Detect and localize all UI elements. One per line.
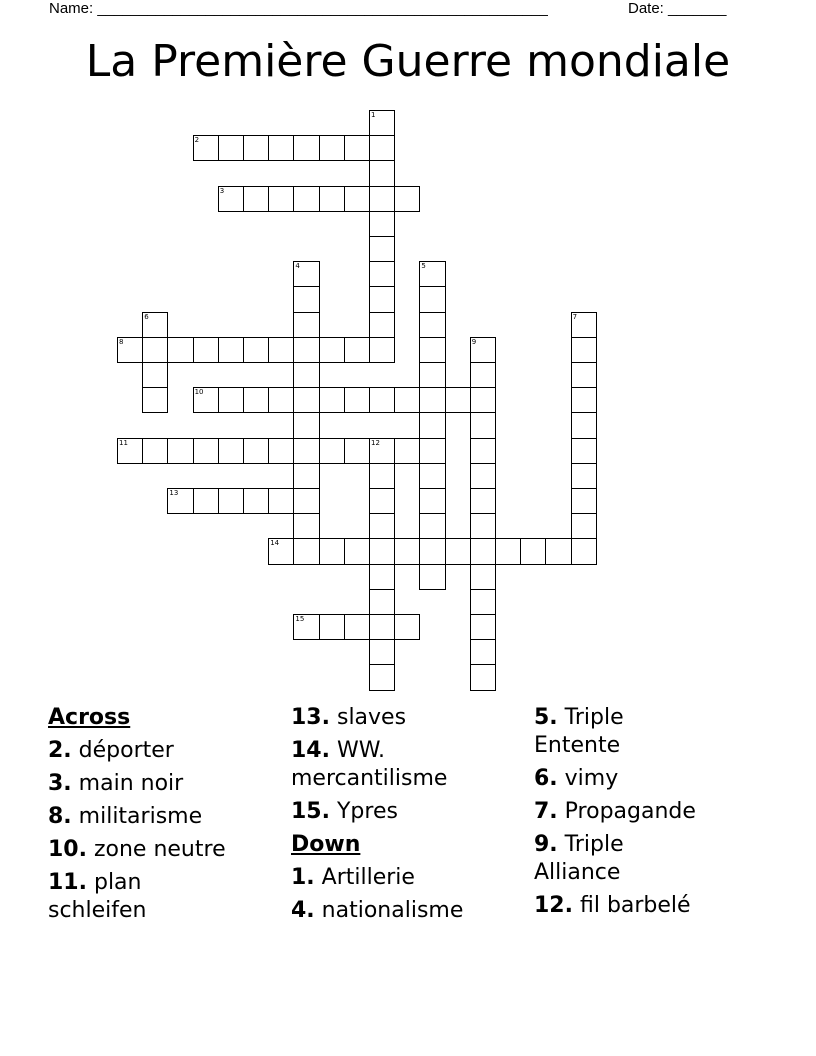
clue-column-3 xyxy=(534,704,774,925)
grid-cell[interactable] xyxy=(344,186,370,212)
grid-cell[interactable] xyxy=(293,412,319,438)
grid-cell[interactable] xyxy=(167,337,193,363)
grid-cell[interactable] xyxy=(419,438,445,464)
grid-cell[interactable] xyxy=(419,312,445,338)
clue-across-14: 14. WW. mercantilisme xyxy=(291,738,448,791)
grid-cell[interactable] xyxy=(293,463,319,489)
grid-cell[interactable] xyxy=(293,513,319,539)
date-field: Date: _______ xyxy=(628,0,727,17)
clue-number-label: 2 xyxy=(194,136,200,145)
grid-cell[interactable] xyxy=(419,337,445,363)
grid-cell[interactable] xyxy=(243,337,269,363)
clue-number-label: 5 xyxy=(421,262,426,271)
grid-cell[interactable] xyxy=(419,362,445,388)
grid-cell[interactable] xyxy=(344,337,370,363)
clue-number-label: 8 xyxy=(119,337,124,346)
grid-cell[interactable] xyxy=(470,412,496,438)
grid-cell[interactable] xyxy=(470,639,496,665)
grid-cell[interactable] xyxy=(293,312,319,338)
grid-cell[interactable] xyxy=(419,488,445,514)
grid-cell[interactable] xyxy=(218,488,244,514)
grid-cell[interactable] xyxy=(571,438,597,464)
grid-cell[interactable] xyxy=(319,538,345,564)
grid-cell[interactable] xyxy=(470,538,496,564)
clue-across-13: 13. slaves xyxy=(291,705,407,730)
grid-cell[interactable] xyxy=(470,488,496,514)
grid-cell[interactable] xyxy=(571,463,597,489)
name-field: Name: ______________________________________________________ xyxy=(49,0,548,17)
grid-cell[interactable] xyxy=(520,538,546,564)
grid-cell[interactable] xyxy=(394,438,420,464)
grid-cell[interactable] xyxy=(369,513,395,539)
grid-cell[interactable] xyxy=(445,538,471,564)
grid-cell[interactable] xyxy=(344,135,370,161)
grid-cell[interactable] xyxy=(571,513,597,539)
grid-cell[interactable] xyxy=(369,160,395,186)
grid-cell[interactable] xyxy=(293,135,319,161)
clue-number-label: 13 xyxy=(169,489,179,497)
grid-cell[interactable] xyxy=(293,387,319,413)
grid-cell[interactable] xyxy=(268,438,294,464)
grid-cell[interactable] xyxy=(293,337,319,363)
clue-number-label: 11 xyxy=(119,438,128,447)
clue-across-8: 8. militarisme xyxy=(48,804,203,829)
clue-column-1 xyxy=(48,704,288,930)
grid-cell[interactable] xyxy=(293,286,319,312)
grid-cell[interactable] xyxy=(268,135,294,161)
grid-cell[interactable] xyxy=(571,387,597,413)
clue-down-12: 12. fil barbelé xyxy=(534,893,691,918)
grid-cell[interactable] xyxy=(369,614,395,640)
grid-cell[interactable] xyxy=(268,186,294,212)
grid-cell[interactable] xyxy=(293,362,319,388)
grid-cell[interactable] xyxy=(571,337,597,363)
grid-cell[interactable] xyxy=(545,538,571,564)
grid-cell[interactable] xyxy=(268,337,294,363)
grid-cell[interactable] xyxy=(394,387,420,413)
grid-cell[interactable] xyxy=(394,186,420,212)
grid-cell[interactable] xyxy=(344,538,370,564)
grid-cell[interactable] xyxy=(369,337,395,363)
grid-cell[interactable] xyxy=(419,412,445,438)
grid-cell[interactable] xyxy=(293,488,319,514)
grid-cell[interactable] xyxy=(470,513,496,539)
grid-cell[interactable] xyxy=(394,538,420,564)
grid-cell[interactable] xyxy=(470,564,496,590)
grid-cell[interactable] xyxy=(293,438,319,464)
grid-cell[interactable] xyxy=(193,438,219,464)
clue-down-7: 7. Propagande xyxy=(534,799,696,824)
grid-cell[interactable] xyxy=(319,135,345,161)
page-title: La Première Guerre mondiale xyxy=(85,36,731,87)
grid-cell[interactable] xyxy=(319,387,345,413)
grid-cell[interactable] xyxy=(319,337,345,363)
clue-number-label: 10 xyxy=(194,388,204,397)
grid-cell[interactable] xyxy=(369,312,395,338)
clue-number-label: 1 xyxy=(371,111,376,119)
grid-cell[interactable] xyxy=(369,664,395,690)
grid-cell[interactable] xyxy=(571,538,597,564)
grid-cell[interactable] xyxy=(470,438,496,464)
grid-cell[interactable] xyxy=(319,614,345,640)
grid-cell[interactable] xyxy=(293,538,319,564)
grid-cell[interactable] xyxy=(243,387,269,413)
grid-cell[interactable] xyxy=(268,387,294,413)
clue-down-6: 6. vimy xyxy=(534,766,619,791)
grid-cell[interactable] xyxy=(344,438,370,464)
grid-cell[interactable] xyxy=(142,438,168,464)
clue-across-10: 10. zone neutre xyxy=(48,837,226,862)
grid-cell[interactable] xyxy=(470,463,496,489)
grid-cell[interactable] xyxy=(369,186,395,212)
grid-cell[interactable] xyxy=(470,362,496,388)
grid-cell[interactable] xyxy=(142,387,168,413)
grid-cell[interactable] xyxy=(218,438,244,464)
grid-cell[interactable] xyxy=(369,236,395,262)
grid-cell[interactable] xyxy=(369,211,395,237)
grid-cell[interactable] xyxy=(218,337,244,363)
clue-down-4: 4. nationalisme xyxy=(291,898,464,923)
clue-number-label: 6 xyxy=(144,312,149,321)
clue-across-15: 15. Ypres xyxy=(291,799,398,824)
grid-cell[interactable] xyxy=(293,186,319,212)
clue-number-label: 12 xyxy=(371,438,380,447)
grid-cell[interactable] xyxy=(571,412,597,438)
clue-number-label: 9 xyxy=(471,337,477,346)
across-heading: Across xyxy=(48,705,131,730)
grid-cell[interactable] xyxy=(419,538,445,564)
grid-cell[interactable] xyxy=(571,488,597,514)
clue-number-label: 4 xyxy=(295,262,300,271)
grid-cell[interactable] xyxy=(243,438,269,464)
grid-cell[interactable] xyxy=(470,387,496,413)
grid-cell[interactable] xyxy=(369,387,395,413)
clue-number-label: 14 xyxy=(270,539,280,548)
clue-across-3: 3. main noir xyxy=(48,771,184,796)
clue-number-label: 15 xyxy=(295,615,305,623)
grid-cell[interactable] xyxy=(445,387,471,413)
grid-cell[interactable] xyxy=(369,589,395,615)
grid-cell[interactable] xyxy=(369,538,395,564)
grid-cell[interactable] xyxy=(243,488,269,514)
grid-cell[interactable] xyxy=(243,186,269,212)
grid-cell[interactable] xyxy=(319,438,345,464)
grid-cell[interactable] xyxy=(142,337,168,363)
grid-cell[interactable] xyxy=(495,538,521,564)
grid-cell[interactable] xyxy=(419,564,445,590)
grid-cell[interactable] xyxy=(142,362,168,388)
clue-down-9: 9. Triple Alliance xyxy=(534,832,624,885)
grid-cell[interactable] xyxy=(369,135,395,161)
grid-cell[interactable] xyxy=(344,387,370,413)
grid-cell[interactable] xyxy=(193,488,219,514)
grid-cell[interactable] xyxy=(470,589,496,615)
clue-down-1: 1. Artillerie xyxy=(291,865,415,890)
grid-cell[interactable] xyxy=(369,639,395,665)
grid-cell[interactable] xyxy=(319,186,345,212)
grid-cell[interactable] xyxy=(470,614,496,640)
grid-cell[interactable] xyxy=(419,286,445,312)
grid-cell[interactable] xyxy=(167,438,193,464)
grid-cell[interactable] xyxy=(369,488,395,514)
grid-cell[interactable] xyxy=(394,614,420,640)
clue-across-2: 2. déporter xyxy=(48,738,174,763)
grid-cell[interactable] xyxy=(419,387,445,413)
clue-number-label: 3 xyxy=(219,186,225,195)
grid-cell[interactable] xyxy=(344,614,370,640)
clue-number-label: 7 xyxy=(572,312,578,321)
grid-cell[interactable] xyxy=(470,664,496,690)
grid-cell[interactable] xyxy=(218,135,244,161)
grid-cell[interactable] xyxy=(419,513,445,539)
down-heading: Down xyxy=(291,832,361,857)
grid-cell[interactable] xyxy=(369,286,395,312)
clue-across-11: 11. plan schleifen xyxy=(48,870,147,923)
grid-cell[interactable] xyxy=(218,387,244,413)
grid-cell[interactable] xyxy=(571,362,597,388)
grid-cell[interactable] xyxy=(369,463,395,489)
grid-cell[interactable] xyxy=(268,488,294,514)
grid-cell[interactable] xyxy=(369,564,395,590)
grid-cell[interactable] xyxy=(243,135,269,161)
grid-cell[interactable] xyxy=(419,463,445,489)
grid-cell[interactable] xyxy=(193,337,219,363)
grid-cell[interactable] xyxy=(369,261,395,287)
clue-column-2 xyxy=(291,704,531,930)
clue-down-5: 5. Triple Entente xyxy=(534,705,624,758)
